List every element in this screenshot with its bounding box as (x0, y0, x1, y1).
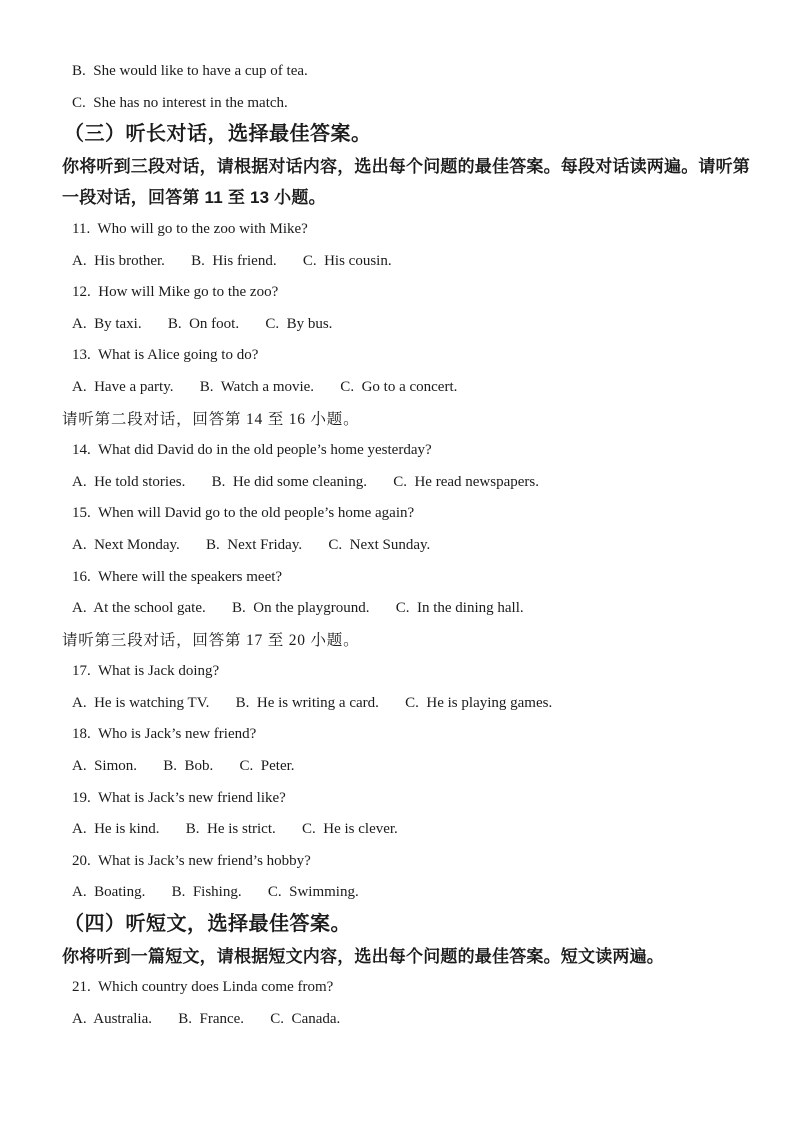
instruction-line: 一段对话，回答第 11 至 13 小题。 (62, 188, 326, 208)
option-line: A. His brother. B. His friend. C. His cousin. (72, 252, 392, 269)
question-line: 13. What is Alice going to do? (72, 347, 259, 364)
question-line: 17. What is Jack doing? (72, 663, 220, 680)
option-line: A. At the school gate. B. On the playground. C. In the dining hall. (72, 600, 524, 617)
question-line: 14. What did David do in the old people’s home yesterday? (72, 442, 432, 459)
option-line: A. He told stories. B. He did some cleaning. C. He read newspapers. (72, 473, 539, 490)
option-line: A. Boating. B. Fishing. C. Swimming. (72, 884, 359, 901)
question-line: 19. What is Jack’s new friend like? (72, 789, 286, 806)
option-line: A. Simon. B. Bob. C. Peter. (72, 758, 295, 775)
question-line: 11. Who will go to the zoo with Mike? (72, 220, 308, 237)
option-line: B. She would like to have a cup of tea. (72, 63, 308, 79)
prompt-line: 请听第三段对话，回答第 17 至 20 小题。 (62, 631, 360, 649)
option-line: A. By taxi. B. On foot. C. By bus. (72, 315, 333, 332)
question-line: 21. Which country does Linda come from? (72, 979, 334, 996)
question-line: 16. Where will the speakers meet? (72, 568, 283, 585)
question-line: 15. When will David go to the old people’s home again? (72, 505, 415, 522)
question-line: 12. How will Mike go to the zoo? (72, 284, 279, 301)
option-line: A. Next Monday. B. Next Friday. C. Next Sunday. (72, 536, 431, 553)
prompt-line: 请听第二段对话，回答第 14 至 16 小题。 (62, 410, 360, 428)
instruction-line: 你将听到一篇短文，请根据短文内容，选出每个问题的最佳答案。短文读两遍。 (62, 946, 664, 966)
document-body (62, 56, 753, 1035)
instruction-line: 你将听到三段对话，请根据对话内容，选出每个问题的最佳答案。每段对话读两遍。请听第 (62, 156, 750, 176)
option-line: A. Have a party. B. Watch a movie. C. Go to a concert. (72, 378, 458, 395)
option-line: A. Australia. B. France. C. Canada. (72, 1010, 341, 1027)
option-line: C. She has no interest in the match. (72, 94, 288, 111)
question-line: 20. What is Jack’s new friend’s hobby? (72, 852, 311, 869)
option-line: A. He is watching TV. B. He is writing a card. C. He is playing games. (72, 694, 553, 711)
question-line: 18. Who is Jack’s new friend? (72, 726, 257, 743)
section-heading: （四）听短文，选择最佳答案。 (64, 913, 351, 936)
section-heading: （三）听长对话，选择最佳答案。 (64, 123, 372, 146)
option-line: A. He is kind. B. He is strict. C. He is clever. (72, 821, 398, 838)
